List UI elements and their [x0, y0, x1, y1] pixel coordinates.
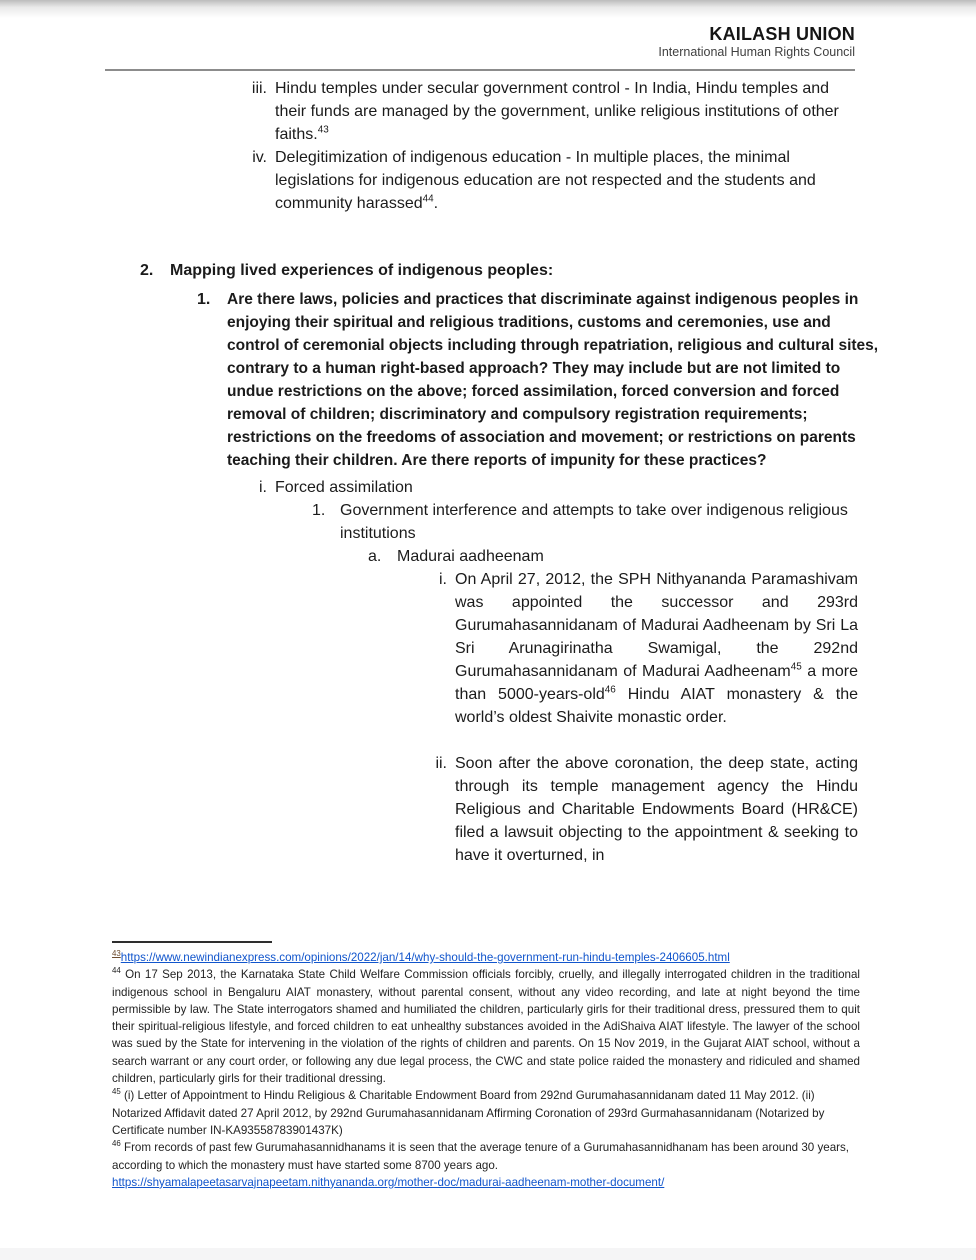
footnote-46-number: 46	[112, 1139, 121, 1149]
section-2-heading	[140, 259, 976, 282]
government-interference-text: Government interference and attempts to take over indigenous religious institutions	[340, 502, 848, 542]
footnote-44-number: 44	[112, 966, 121, 976]
list-marker: i.	[259, 479, 267, 496]
list-marker: a.	[368, 548, 382, 565]
paragraph-i-seg0: On April 27, 2012, the SPH Nithyananda Paramashivam was appointed the successor and 293rd Gurumahasannidanam of Madurai Aadheenam by Sri La Sri Arunagirinatha Swamigal, the 292nd Gurumahasannidanam of Madurai Aadheenam	[455, 571, 858, 680]
list-item-iv	[225, 146, 976, 215]
footnote-ref-43: 43	[317, 124, 329, 136]
list-marker: iii.	[251, 80, 267, 97]
footnote-46-text: From records of past few Gurumahasannidhanams it is seen that the average tenure of a Gurumahasannidhanam has been around 30 years, according to which the monastery must have started some 8700 years ago.	[112, 1141, 850, 1172]
item-iv-text: Delegitimization of indigenous education - In multiple places, the minimal legislations for indigenous education are not respected and the students and community harassed	[275, 149, 816, 212]
list-marker: i.	[439, 571, 447, 588]
list-item-government-interference	[312, 499, 976, 545]
footnote-46-link[interactable]: https://shyamalapeetasarvajnapeetam.nithyananda.org/mother-doc/madurai-aadheenam-mother-document/	[112, 1175, 665, 1189]
list-item-text	[275, 77, 853, 146]
paragraph-i-text	[455, 568, 858, 729]
footnote-45-text: (i) Letter of Appointment to Hindu Religious & Charitable Endowment Board from 292nd Gurumahasannidanam dated 11 May 2012. (ii) Notarized Affidavit dated 27 April 2012, by 292nd Gurumahasannidanam Affirming Coronation of 293rd Gurmahasannidanam (Notarized by Certificate number IN-KA93558783901437K)	[112, 1089, 825, 1137]
org-name: KAILASH UNION	[709, 24, 855, 44]
question-1-text: Are there laws, policies and practices that discriminate against indigenous peoples in enjoying their spiritual and religious traditions, customs and ceremonies, use and control of ceremonial objects including through repatriation, religious and cultural sites, contrary to a human right-based approach? They may include but are not limited to undue restrictions on the above; forced assimilation, forced conversion and forced removal of children; discriminatory and compulsory registration requirements; restrictions on the freedoms of association and movement; or restrictions on parents teaching their children. Are there reports of impunity for these practices?	[227, 291, 879, 469]
header-divider	[105, 69, 855, 71]
list-item-forced-assimilation	[225, 476, 976, 499]
footnote-45	[112, 1087, 860, 1139]
list-marker: 1.	[197, 291, 211, 308]
footnotes-section	[112, 941, 860, 1191]
org-subtitle: International Human Rights Council	[658, 45, 855, 59]
paragraph-ii	[420, 752, 976, 867]
paragraph-i-seg4: Hindu AIAT monastery & the world’s oldest Shaivite monastic order.	[455, 686, 858, 726]
list-item-madurai-aadheenam	[368, 545, 976, 568]
list-marker: 1.	[312, 502, 326, 519]
question-1	[197, 288, 976, 472]
paragraph-i-seg2: a more than 5000-years-old	[455, 663, 859, 703]
footnote-43-number: 43	[112, 949, 121, 959]
madurai-aadheenam-text: Madurai aadheenam	[397, 548, 544, 565]
list-item-iii	[225, 77, 976, 146]
page-bottom-gap	[0, 1248, 976, 1260]
document-body	[0, 77, 976, 867]
list-marker: 2.	[140, 262, 154, 279]
footnote-43	[112, 949, 860, 966]
item-iv-period: .	[433, 195, 439, 212]
footnote-44-text: On 17 Sep 2013, the Karnataka State Child Welfare Commission officials forcibly, cruelly, and illegally interrogated children in the traditional indigenous school in Bengaluru AIAT monastery, without parental consent, without any video recording, and late at night beyond the time permissible by law. The State interrogators shamed and humiliated the children, particularly girls for their traditional dress, pressured them to quit their spiritual-religious lifestyle, and forced children to eat unhealthy substances avoided in the AdiShaiva AIAT lifestyle. The lawyer of the school was sued by the State for intervening in the violation of the rights of children and parents. On 15 Nov 2019, in the Gujarat AIAT school, without a search warrant or any court order, or following any due legal process, the CWC and state police raided the monastery and ridiculed and shamed children, particularly girls for their traditional dressing.	[112, 968, 860, 1086]
footnote-ref-44: 44	[422, 193, 434, 205]
footnote-44	[112, 966, 860, 1087]
footnote-45-number: 45	[112, 1087, 121, 1097]
footnote-46	[112, 1139, 860, 1174]
footnote-43-link[interactable]: https://www.newindianexpress.com/opinions/2022/jan/14/why-should-the-government-run-hindu-temples-2406605.html	[120, 951, 730, 964]
footnote-ref-46: 46	[604, 684, 616, 696]
footnote-ref-45: 45	[790, 661, 802, 673]
footnote-divider	[112, 941, 272, 943]
paragraph-i	[420, 568, 976, 729]
list-item-text	[275, 146, 853, 215]
section-2-title: Mapping lived experiences of indigenous peoples:	[170, 262, 554, 279]
list-marker: iv.	[252, 149, 267, 166]
item-iii-text: Hindu temples under secular government control - In India, Hindu temples and their funds are managed by the government, unlike religious institutions of other faiths.	[275, 80, 839, 143]
footnote-46-link-line	[112, 1174, 860, 1191]
page-top-shadow	[0, 0, 976, 18]
list-marker: ii.	[435, 755, 447, 772]
forced-assimilation-text: Forced assimilation	[275, 479, 413, 496]
paragraph-ii-text: Soon after the above coronation, the deep state, acting through its temple management agency the Hindu Religious and Charitable Endowments Board (HR&CE) filed a lawsuit objecting to the appointment & seeking to have it overturned, in	[455, 755, 858, 864]
